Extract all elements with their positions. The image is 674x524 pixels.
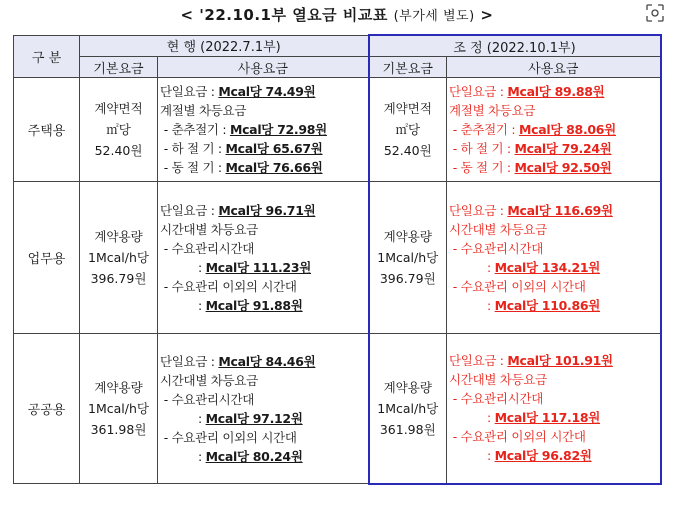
usage-line: - 하 절 기 : Mcal당 65.67원 — [163, 141, 323, 156]
comparison-table — [13, 34, 662, 485]
usage-line: 계절별 차등요금 — [449, 103, 536, 118]
base-line: 1Mcal/h당 — [88, 401, 149, 416]
page-title — [0, 4, 674, 25]
usage-line: 단일요금 : Mcal당 84.46원 — [160, 353, 316, 369]
header-category: 구 분 — [14, 35, 80, 78]
adjusted-base-fee — [369, 182, 447, 334]
usage-line: : Mcal당 97.12원 — [198, 410, 303, 426]
base-line: 계약면적 — [383, 101, 432, 116]
usage-line: - 수요관리 이외의 시간대 — [452, 278, 586, 294]
usage-line: : Mcal당 110.86원 — [487, 297, 601, 313]
usage-line: - 수요관리시간대 — [452, 391, 544, 407]
base-line: ㎡당 — [395, 122, 421, 137]
usage-line: - 춘추절기 : Mcal당 72.98원 — [163, 122, 327, 137]
usage-line: : Mcal당 80.24원 — [198, 448, 303, 464]
base-line: 361.98원 — [379, 421, 436, 437]
title-main: < '22.10.1부 열요금 비교표 — [180, 6, 388, 24]
adjusted-usage-fee — [447, 182, 661, 334]
current-usage-fee — [158, 334, 369, 484]
usage-line: : Mcal당 91.88원 — [198, 297, 303, 313]
base-line: 52.40원 — [383, 143, 432, 158]
table-row-public — [14, 334, 661, 484]
row-label: 주택용 — [14, 78, 80, 182]
usage-line: 시간대별 차등요금 — [449, 372, 547, 388]
adjusted-base-fee — [369, 334, 447, 484]
usage-line: - 하 절 기 : Mcal당 79.24원 — [452, 141, 612, 156]
usage-line: : Mcal당 111.23원 — [198, 259, 312, 275]
header-adjusted-base: 기본요금 — [369, 57, 447, 78]
usage-line: : Mcal당 134.21원 — [487, 259, 601, 275]
header-adjusted-usage: 사용요금 — [447, 57, 661, 78]
usage-line: 계절별 차등요금 — [160, 103, 247, 118]
base-line: 1Mcal/h당 — [88, 250, 149, 265]
current-usage-fee — [158, 182, 369, 334]
usage-line: 시간대별 차등요금 — [160, 221, 258, 237]
header-current: 현 행 (2022.7.1부) — [80, 35, 369, 57]
usage-line: 단일요금 : Mcal당 74.49원 — [160, 84, 316, 99]
base-line: 계약용량 — [94, 229, 143, 244]
base-line: 계약용량 — [383, 229, 432, 244]
header-current-usage: 사용요금 — [158, 57, 369, 78]
usage-line: - 수요관리 이외의 시간대 — [163, 429, 297, 445]
usage-line: 시간대별 차등요금 — [449, 221, 547, 237]
title-sub: (부가세 별도) — [393, 9, 475, 24]
current-base-fee — [80, 334, 158, 484]
current-base-fee — [80, 78, 158, 182]
usage-line: - 수요관리시간대 — [163, 391, 254, 407]
base-line: 계약용량 — [94, 380, 143, 395]
base-line: 396.79원 — [90, 271, 147, 286]
usage-line: 단일요금 : Mcal당 89.88원 — [449, 84, 605, 99]
base-line: 계약면적 — [94, 101, 143, 116]
usage-line: - 수요관리시간대 — [452, 240, 544, 256]
base-line: 361.98원 — [90, 422, 147, 437]
usage-line: 단일요금 : Mcal당 116.69원 — [449, 202, 613, 218]
header-current-base: 기본요금 — [80, 57, 158, 78]
usage-line: 단일요금 : Mcal당 96.71원 — [160, 202, 316, 218]
current-base-fee — [80, 182, 158, 334]
adjusted-usage-fee — [447, 334, 661, 484]
usage-line: - 동 절 기 : Mcal당 76.66원 — [163, 160, 323, 175]
base-line: 1Mcal/h당 — [377, 400, 439, 416]
base-line: ㎡당 — [106, 122, 131, 137]
usage-line: - 수요관리 이외의 시간대 — [163, 278, 297, 294]
usage-line: : Mcal당 117.18원 — [487, 410, 601, 426]
usage-line: - 수요관리 이외의 시간대 — [452, 429, 586, 445]
usage-line: - 춘추절기 : Mcal당 88.06원 — [452, 122, 616, 137]
usage-line: 단일요금 : Mcal당 101.91원 — [449, 353, 613, 369]
title-end: > — [480, 6, 494, 24]
usage-line: : Mcal당 96.82원 — [487, 448, 592, 464]
row-label: 업무용 — [14, 182, 80, 334]
table-row-residential — [14, 78, 661, 182]
scan-icon[interactable] — [646, 4, 664, 22]
row-label: 공공용 — [14, 334, 80, 484]
table-row-business — [14, 182, 661, 334]
usage-line: - 동 절 기 : Mcal당 92.50원 — [452, 160, 612, 175]
current-usage-fee — [158, 78, 369, 182]
adjusted-base-fee — [369, 78, 447, 182]
usage-line: - 수요관리시간대 — [163, 240, 254, 256]
adjusted-usage-fee — [447, 78, 661, 182]
usage-line: 시간대별 차등요금 — [160, 372, 258, 388]
base-line: 1Mcal/h당 — [377, 250, 439, 265]
base-line: 계약용량 — [383, 379, 432, 395]
base-line: 52.40원 — [94, 143, 143, 158]
base-line: 396.79원 — [379, 271, 436, 286]
header-adjusted: 조 정 (2022.10.1부) — [369, 35, 661, 57]
